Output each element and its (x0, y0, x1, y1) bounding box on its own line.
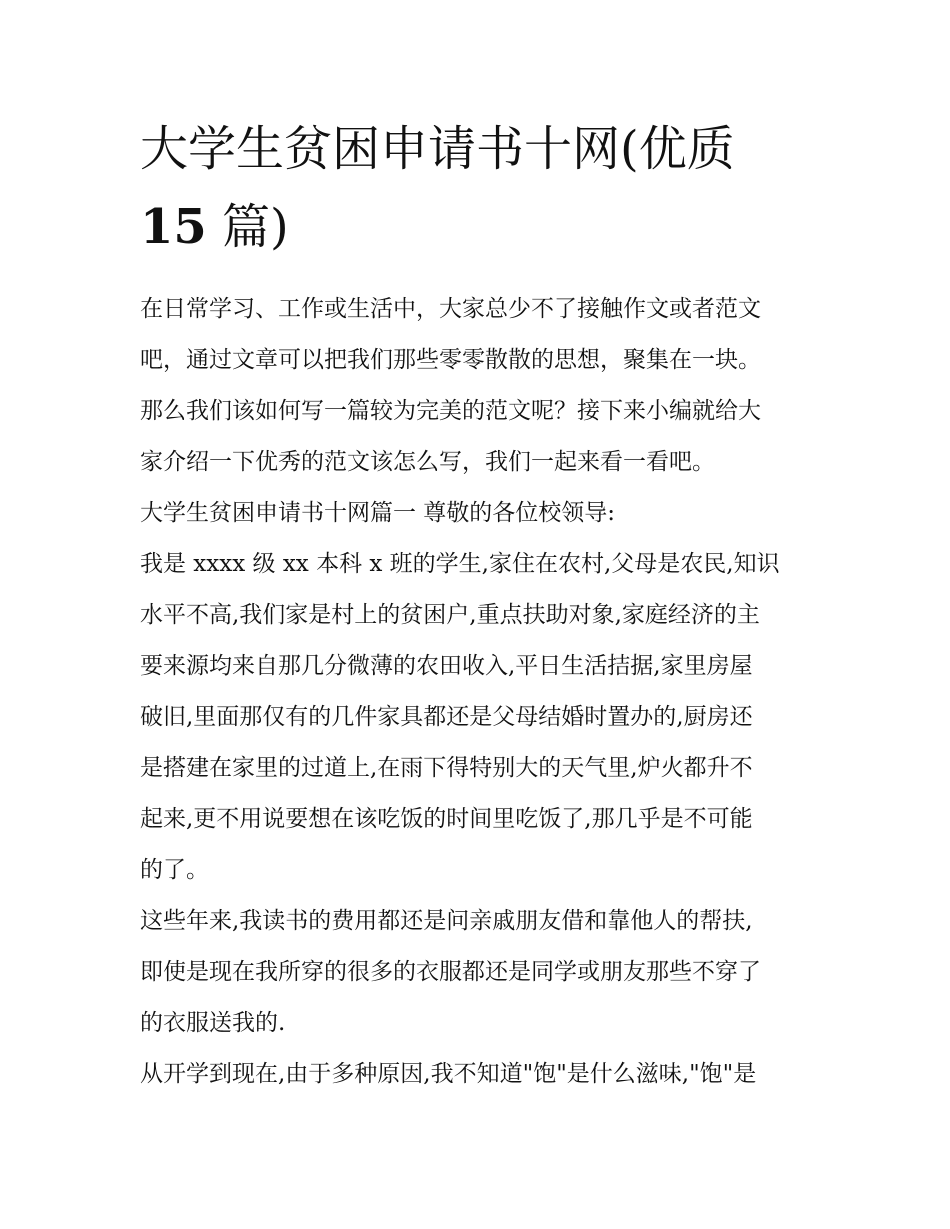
text-line: 破旧,里面那仅有的几件家具都还是父母结婚时置办的,厨房还 (140, 704, 753, 730)
document-content (140, 110, 820, 1100)
text-line: 那么我们该如何写一篇较为完美的范文呢？接下来小编就给大 (140, 398, 761, 424)
title-suffix: 篇) (206, 199, 289, 255)
paragraph-body-1 (140, 539, 820, 896)
text-line: 这些年来,我读书的费用都还是问亲戚朋友借和靠他人的帮扶, (140, 908, 753, 934)
text-line: 从开学到现在,由于多种原因,我不知道"饱"是什么滋味,"饱"是 (140, 1061, 757, 1087)
text-line: 的衣服送我的. (140, 1010, 286, 1036)
text-line: 我是 xxxx 级 xx 本科 x 班的学生,家住在农村,父母是农民,知识 (140, 551, 780, 577)
text-line: 要来源均来自那几分微薄的农田收入,平日生活拮据,家里房屋 (140, 653, 753, 679)
text-line: 吧，通过文章可以把我们那些零零散散的思想，聚集在一块。 (140, 347, 761, 373)
title-line-1: 大学生贫困申请书十网(优质 (140, 121, 735, 177)
text-line: 起来,更不用说要想在该吃饭的时间里吃饭了,那几乎是不可能 (140, 806, 753, 832)
text-line: 大学生贫困申请书十网篇一 尊敬的各位校领导: (140, 500, 616, 526)
document-title (140, 110, 820, 266)
title-number: 15 (140, 199, 207, 255)
paragraph-body-2 (140, 896, 820, 1049)
paragraph-salutation (140, 488, 820, 539)
text-line: 家介绍一下优秀的范文该怎么写，我们一起来看一看吧。 (140, 449, 715, 475)
text-line: 即使是现在我所穿的很多的衣服都还是同学或朋友那些不穿了 (140, 959, 761, 985)
text-line: 是搭建在家里的过道上,在雨下得特别大的天气里,炉火都升不 (140, 755, 753, 781)
text-line: 水平不高,我们家是村上的贫困户,重点扶助对象,家庭经济的主 (140, 602, 760, 628)
text-line: 的了。 (140, 857, 209, 883)
text-line: 在日常学习、工作或生活中，大家总少不了接触作文或者范文 (140, 296, 761, 322)
title-line-2 (140, 188, 820, 266)
paragraph-body-3 (140, 1049, 820, 1100)
paragraph-intro (140, 284, 820, 488)
